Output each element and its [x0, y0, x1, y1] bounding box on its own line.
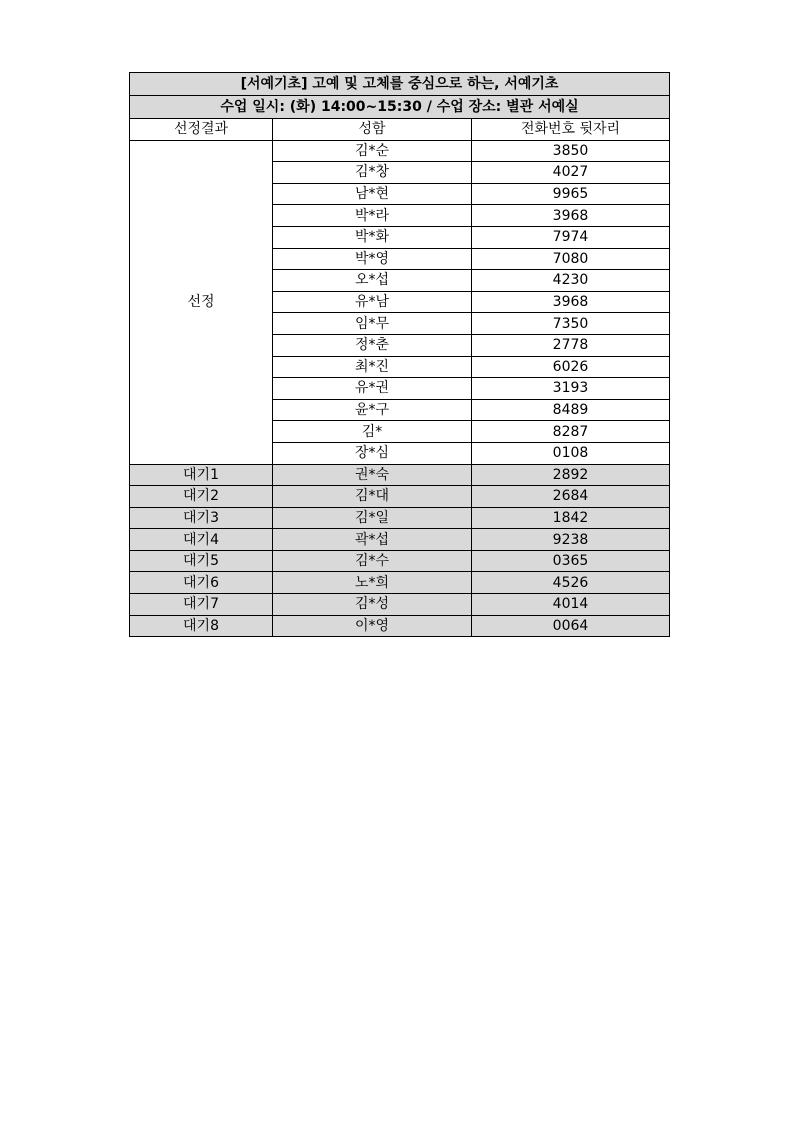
applicant-name: 최*진 — [273, 356, 472, 378]
applicant-name: 김*성 — [273, 594, 472, 616]
applicant-name: 박*라 — [273, 205, 472, 227]
selection-results-table — [129, 72, 670, 637]
phone-last-digits: 4027 — [472, 162, 670, 184]
phone-last-digits: 0365 — [472, 550, 670, 572]
applicant-name: 유*남 — [273, 291, 472, 313]
waitlist-status: 대기1 — [130, 464, 273, 486]
waitlist-row — [130, 550, 670, 572]
applicant-name: 김*대 — [273, 486, 472, 508]
class-schedule-info: 수업 일시: (화) 14:00~15:30 / 수업 장소: 별관 서예실 — [130, 96, 670, 119]
applicant-name: 정*춘 — [273, 334, 472, 356]
phone-last-digits: 4230 — [472, 270, 670, 292]
table-title: [서예기초] 고예 및 고체를 중심으로 하는, 서예기초 — [130, 73, 670, 96]
waitlist-row — [130, 529, 670, 551]
table-body — [130, 73, 670, 637]
phone-last-digits: 8489 — [472, 399, 670, 421]
applicant-name: 곽*섭 — [273, 529, 472, 551]
waitlist-row — [130, 572, 670, 594]
applicant-name: 이*영 — [273, 615, 472, 637]
phone-last-digits: 2684 — [472, 486, 670, 508]
phone-last-digits: 9238 — [472, 529, 670, 551]
waitlist-status: 대기2 — [130, 486, 273, 508]
applicant-name: 남*현 — [273, 183, 472, 205]
column-header-name: 성함 — [273, 119, 472, 141]
waitlist-status: 대기6 — [130, 572, 273, 594]
selected-status-cell: 선정 — [130, 140, 273, 464]
applicant-name: 권*숙 — [273, 464, 472, 486]
waitlist-status: 대기4 — [130, 529, 273, 551]
applicant-name: 노*희 — [273, 572, 472, 594]
title-row — [130, 73, 670, 96]
phone-last-digits: 7350 — [472, 313, 670, 335]
applicant-name: 오*섭 — [273, 270, 472, 292]
column-header-row — [130, 119, 670, 141]
applicant-name: 박*화 — [273, 226, 472, 248]
phone-last-digits: 9965 — [472, 183, 670, 205]
column-header-result: 선정결과 — [130, 119, 273, 141]
table-row — [130, 140, 670, 162]
applicant-name: 박*영 — [273, 248, 472, 270]
applicant-name: 장*심 — [273, 442, 472, 464]
phone-last-digits: 3850 — [472, 140, 670, 162]
phone-last-digits: 3968 — [472, 291, 670, 313]
column-header-phone: 전화번호 뒷자리 — [472, 119, 670, 141]
applicant-name: 김*수 — [273, 550, 472, 572]
phone-last-digits: 4014 — [472, 594, 670, 616]
waitlist-row — [130, 507, 670, 529]
applicant-name: 김* — [273, 421, 472, 443]
applicant-name: 김*일 — [273, 507, 472, 529]
waitlist-status: 대기7 — [130, 594, 273, 616]
waitlist-status: 대기5 — [130, 550, 273, 572]
phone-last-digits: 3968 — [472, 205, 670, 227]
phone-last-digits: 7974 — [472, 226, 670, 248]
waitlist-status: 대기3 — [130, 507, 273, 529]
phone-last-digits: 1842 — [472, 507, 670, 529]
applicant-name: 김*순 — [273, 140, 472, 162]
applicant-name: 유*권 — [273, 378, 472, 400]
waitlist-row — [130, 464, 670, 486]
applicant-name: 김*창 — [273, 162, 472, 184]
subtitle-row — [130, 96, 670, 119]
phone-last-digits: 4526 — [472, 572, 670, 594]
waitlist-row — [130, 486, 670, 508]
applicant-name: 임*무 — [273, 313, 472, 335]
phone-last-digits: 0064 — [472, 615, 670, 637]
phone-last-digits: 0108 — [472, 442, 670, 464]
phone-last-digits: 3193 — [472, 378, 670, 400]
phone-last-digits: 6026 — [472, 356, 670, 378]
waitlist-row — [130, 594, 670, 616]
phone-last-digits: 2778 — [472, 334, 670, 356]
phone-last-digits: 2892 — [472, 464, 670, 486]
phone-last-digits: 7080 — [472, 248, 670, 270]
selection-results-sheet — [129, 72, 669, 637]
waitlist-row — [130, 615, 670, 637]
phone-last-digits: 8287 — [472, 421, 670, 443]
waitlist-status: 대기8 — [130, 615, 273, 637]
applicant-name: 윤*구 — [273, 399, 472, 421]
